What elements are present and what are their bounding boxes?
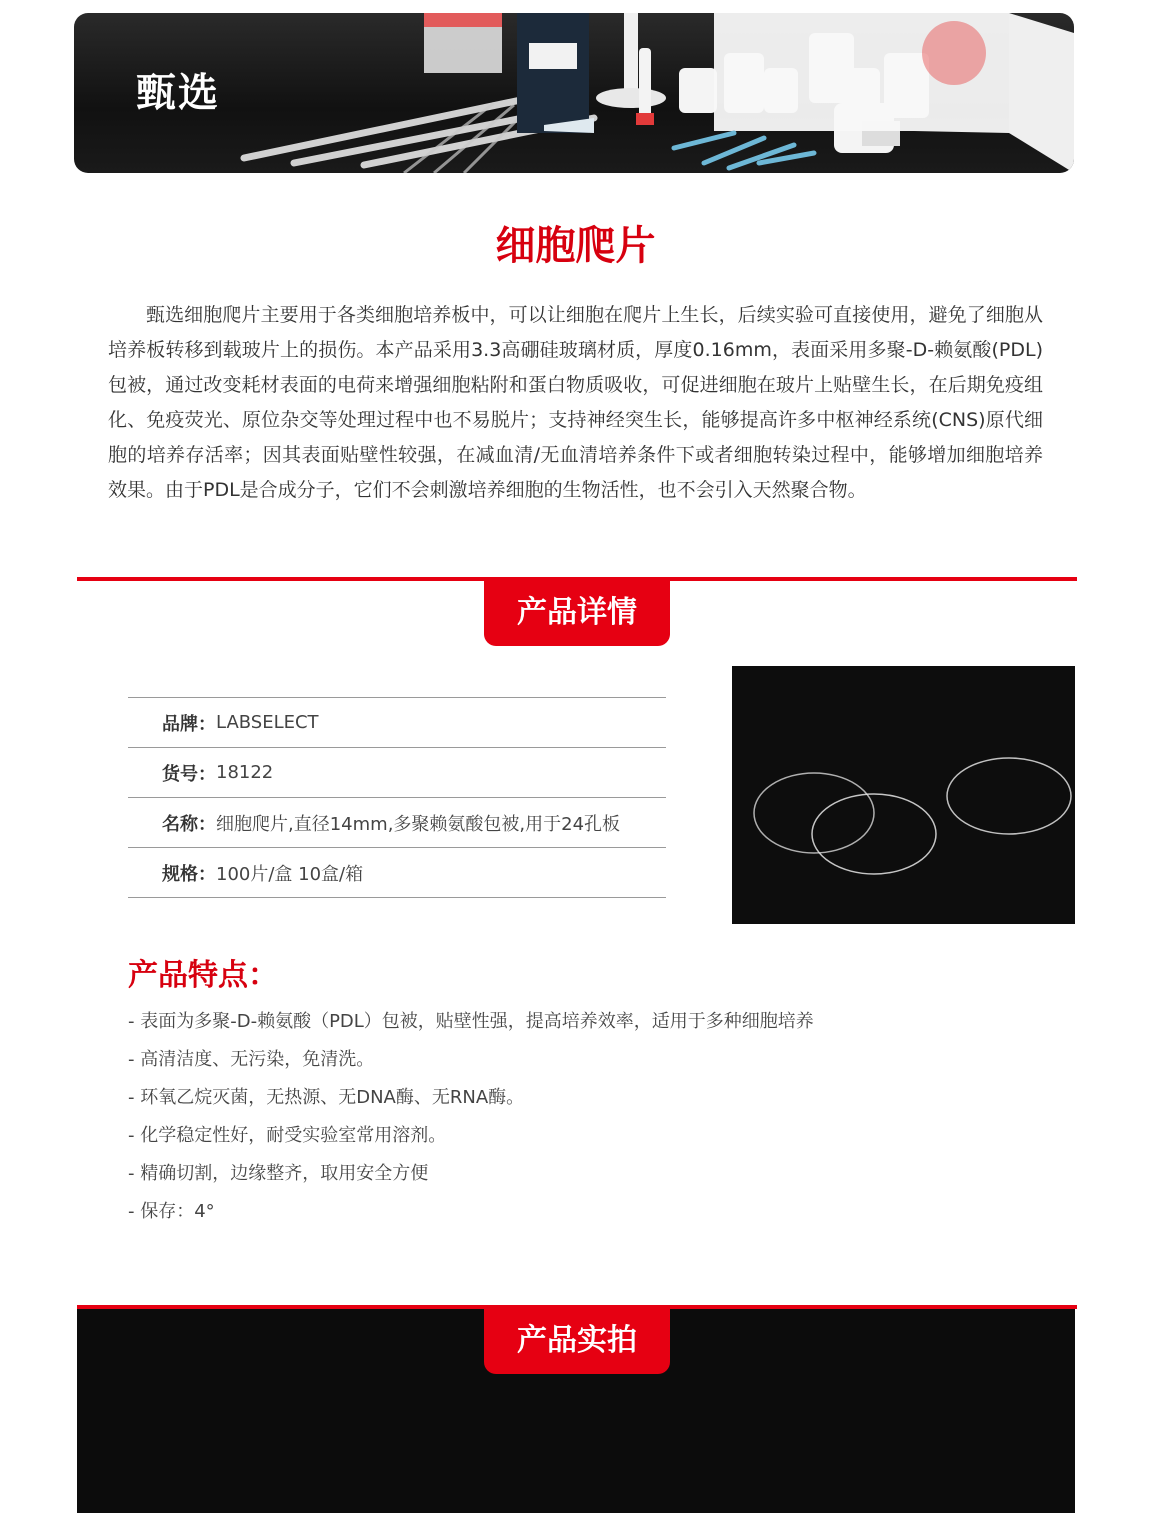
product-intro: 甄选细胞爬片主要用于各类细胞培养板中，可以让细胞在爬片上生长，后续实验可直接使用，避免了细胞从培养板转移到载玻片上的损伤。本产品采用3.3高硼硅玻璃材质，厚度0.16mm，表面采用多聚-D-赖氨酸(PDL)包被，通过改变耗材表面的电荷来增强细胞粘附和蛋白物质吸收，可促进细胞在玻片上贴壁生长，在后期免疫组化、免疫荧光、原位杂交等处理过程中也不易脱片；支持神经突生长，能够提高许多中枢神经系统(CNS)原代细胞的培养存活率；因其表面贴壁性较强，在减血清/无血清培养条件下或者细胞转染过程中，能够增加细胞培养效果。由于PDL是合成分子，它们不会刺激培养细胞的生物活性，也不会引入天然聚合物。 — [108, 304, 1043, 501]
banner — [74, 13, 1074, 173]
list-item: - 保存：4° — [128, 1201, 215, 1222]
spec-key: 名称： — [162, 813, 216, 835]
cover-slips-image — [732, 666, 1075, 924]
page-title: 细胞爬片 — [495, 223, 656, 269]
spec-row-brand — [128, 697, 666, 747]
product-photo — [732, 666, 1075, 924]
list-item: - 精确切割，边缘整齐，取用安全方便 — [128, 1163, 429, 1184]
list-item: - 表面为多聚-D-赖氨酸（PDL）包被，贴壁性强，提高培养效率，适用于多种细胞培养 — [128, 1011, 814, 1032]
section-heading-photos: 产品实拍 — [484, 1308, 670, 1374]
spec-value: LABSELECT — [216, 712, 319, 733]
spec-row-spec — [128, 847, 666, 898]
spec-value: 细胞爬片,直径14mm,多聚赖氨酸包被,用于24孔板 — [216, 813, 621, 835]
spec-value: 18122 — [216, 762, 274, 783]
section-heading-detail: 产品详情 — [484, 580, 670, 646]
features-title: 产品特点： — [128, 958, 278, 993]
spec-row-item-number — [128, 747, 666, 797]
spec-key: 品牌： — [162, 713, 216, 735]
spec-row-name — [128, 797, 666, 847]
features-list — [128, 1003, 814, 1231]
spec-key: 货号： — [162, 763, 216, 785]
spec-value: 100片/盒 10盒/箱 — [216, 863, 364, 885]
brand-logo: 甄选 — [136, 70, 220, 116]
list-item: - 环氧乙烷灭菌，无热源、无DNA酶、无RNA酶。 — [128, 1087, 525, 1108]
spec-key: 规格： — [162, 863, 216, 885]
list-item: - 高清洁度、无污染，免清洗。 — [128, 1049, 375, 1070]
spec-table — [128, 697, 666, 898]
product-banner-image — [74, 13, 1074, 173]
list-item: - 化学稳定性好，耐受实验室常用溶剂。 — [128, 1125, 447, 1146]
